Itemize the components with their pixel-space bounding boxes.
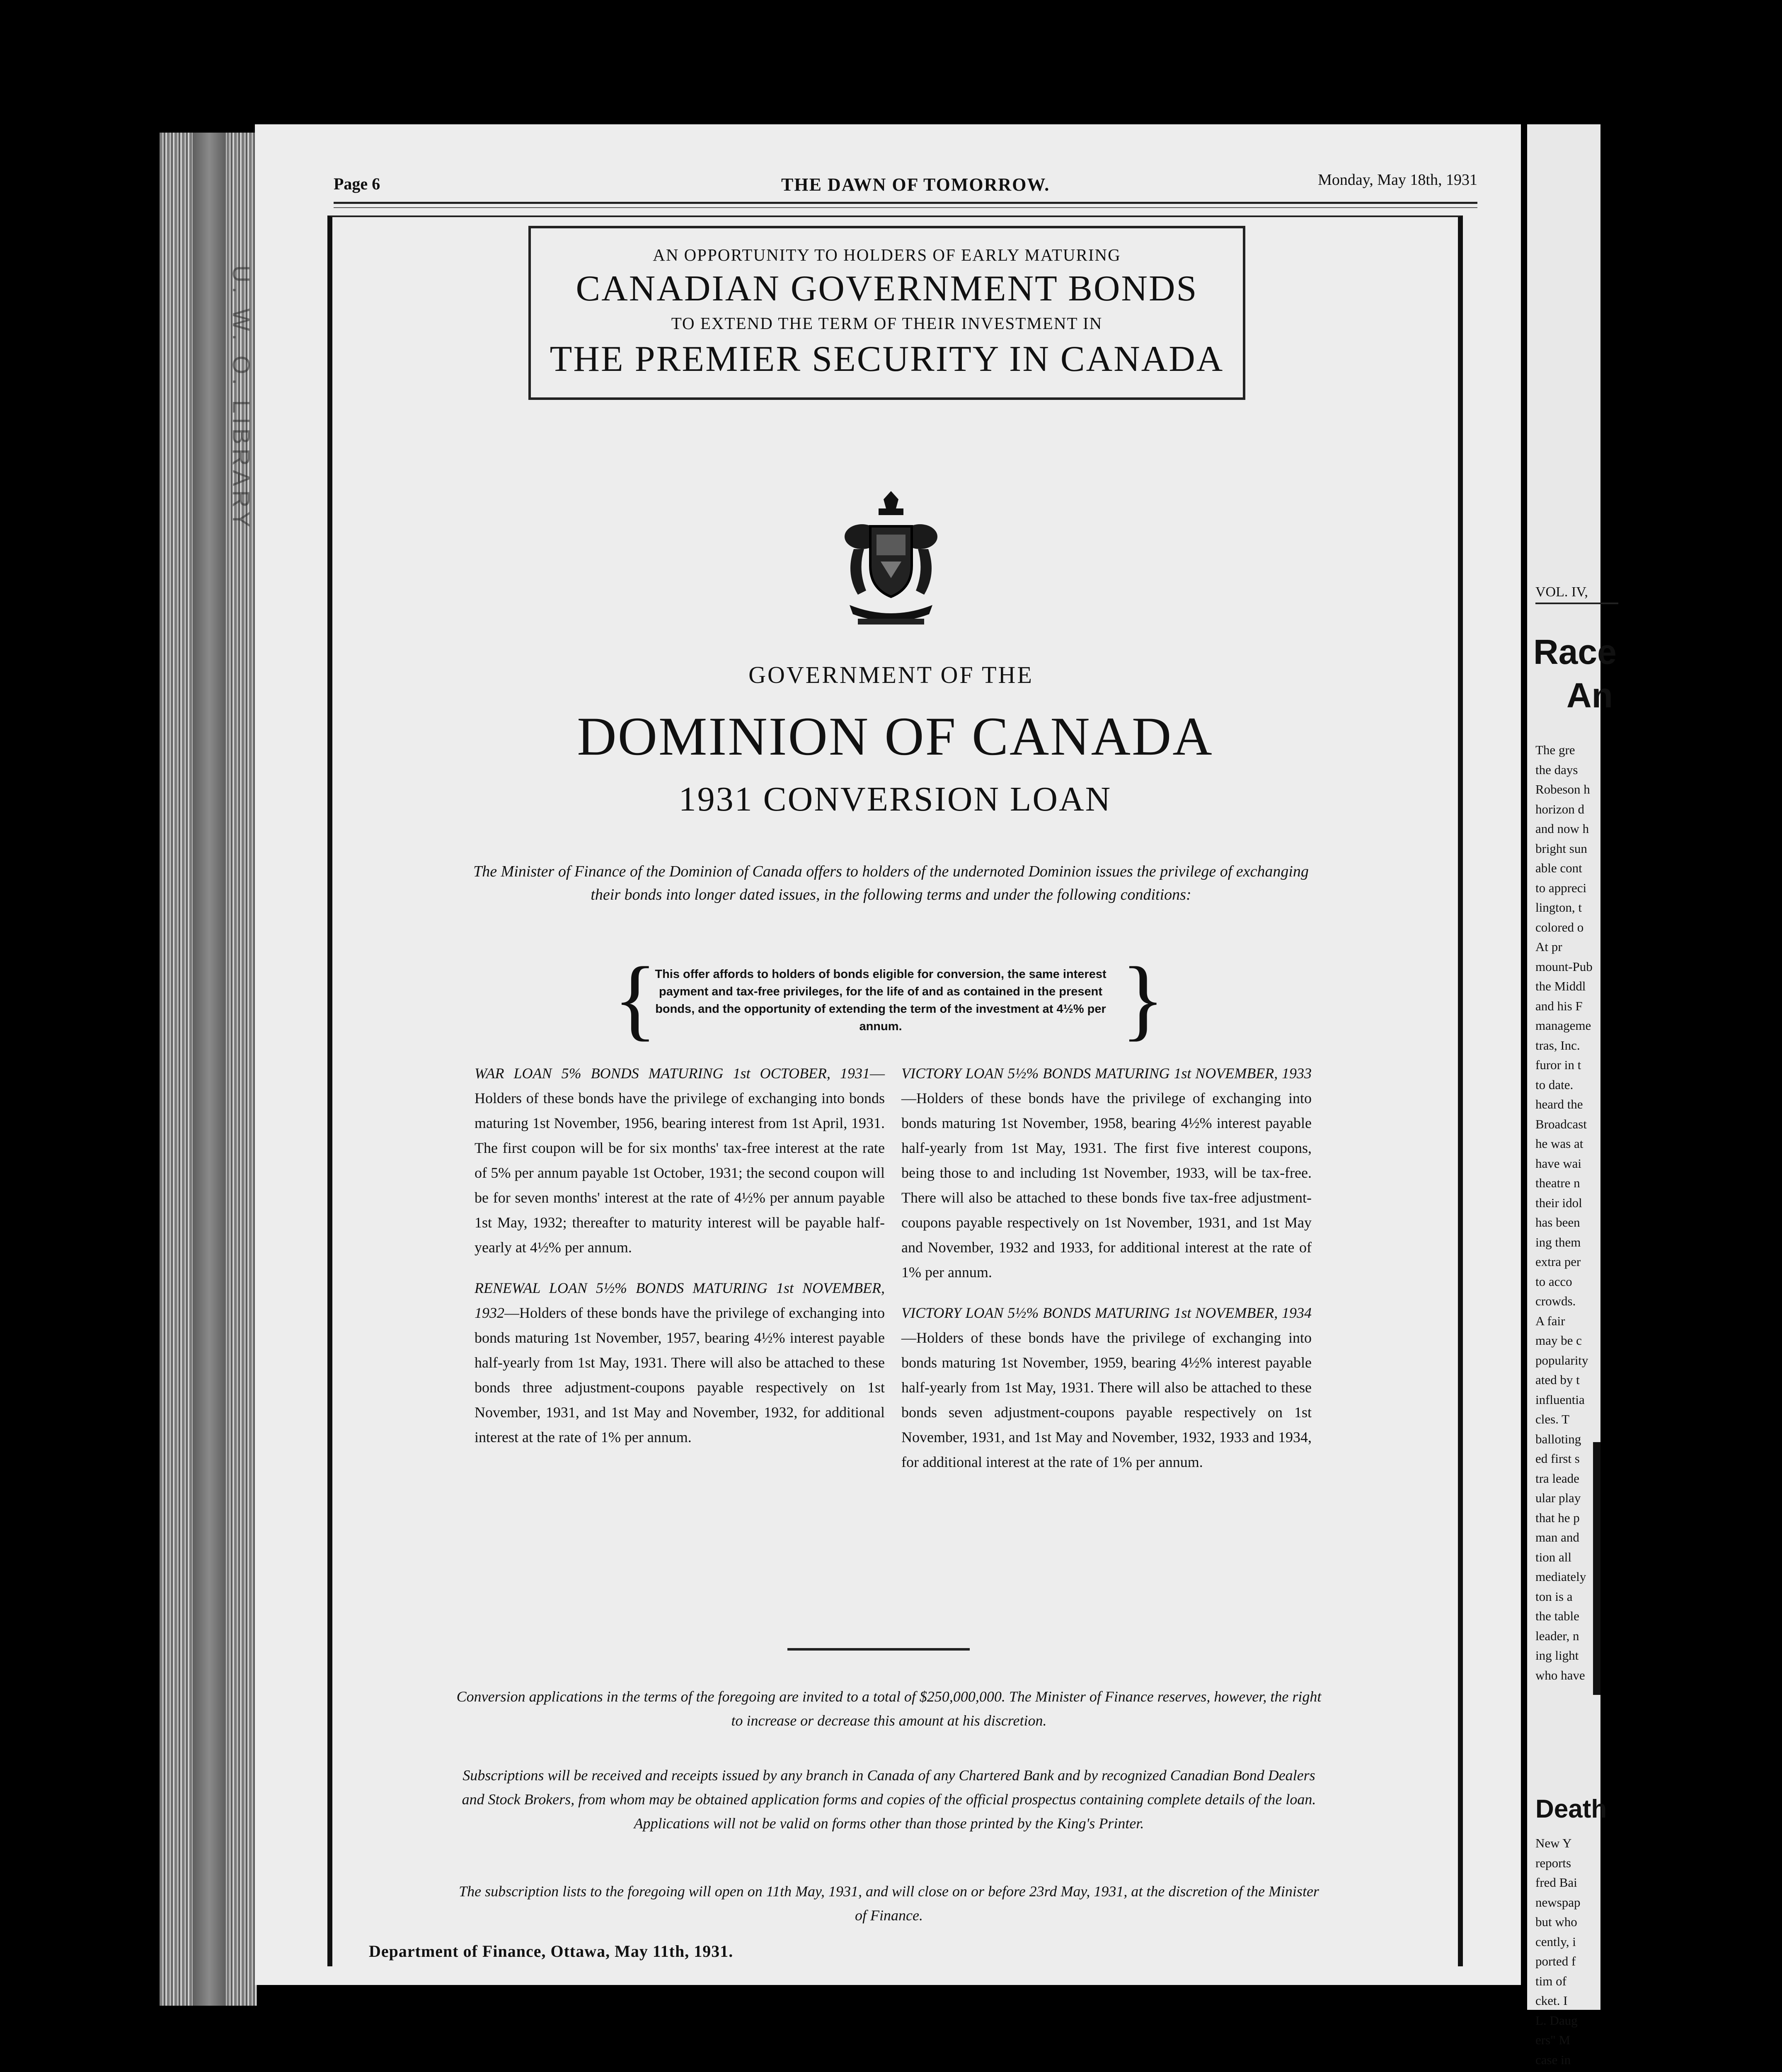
right-column (901, 1061, 1312, 1490)
adjacent-text-line: the Middl (1535, 979, 1586, 993)
adjacent-text-line: mount-Pub (1535, 959, 1593, 974)
adjacent-text-line: ing them (1535, 1234, 1581, 1249)
page-header (334, 171, 1477, 199)
adjacent-text-line: furor in t (1535, 1058, 1581, 1072)
adjacent-text-line: he was at (1535, 1136, 1583, 1151)
adjacent-text-line: the table (1535, 1609, 1579, 1623)
adjacent-text-line: manageme (1535, 1018, 1591, 1033)
victory-1933-label: VICTORY LOAN 5½% BONDS MATURING 1st NOVEMBER, 1933 (901, 1065, 1312, 1082)
victory-1934-paragraph (901, 1300, 1312, 1474)
renewal-loan-text: —Holders of these bonds have the privilege of exchanging into bonds maturing 1st November, 1957, bearing 4½% interest payable half-yearly from 1st May, 1931. There will also be attached to these bonds three adjustment-coupons payable respectively on 1st November, 1931, and 1st May and November, 1932, for additional interest at the rate of 1% per annum. (475, 1305, 885, 1445)
coat-of-arms-icon (837, 487, 945, 628)
victory-1934-label: VICTORY LOAN 5½% BONDS MATURING 1st NOVEMBER, 1934 (901, 1305, 1312, 1321)
adjacent-text-line: lington, t (1535, 900, 1582, 915)
adjacent-text-line: cket. I (1535, 1993, 1568, 2008)
adjacent-headline-3: Death (1535, 1795, 1607, 1823)
adjacent-text-line: and now h (1535, 821, 1589, 836)
footer-paragraph-1: Conversion applications in the terms of the foregoing are invited to a total of $250,000,000. The Minister of Finance reserves, however, the right to increase or decrease this amount at his discretion. (456, 1688, 1322, 1729)
right-brace: } (1121, 948, 1165, 1049)
header-rule (334, 202, 1477, 204)
adjacent-text-line: newspap (1535, 1895, 1581, 1910)
footer-paragraph-2: Subscriptions will be received and receipts issued by any branch in Canada of any Chartered Bank and by recognized Canadian Bond Dealers and Stock Brokers, from whom may be obtained application forms and copies of the official prospectus containing complete details of the loan. Applications will not be valid on forms other than those printed by the King's Printer. (462, 1767, 1316, 1832)
newspaper-title: THE DAWN OF TOMORROW. (781, 174, 1050, 195)
adjacent-text-line: reports (1535, 1855, 1571, 1870)
headline-line-4: THE PREMIER SECURITY IN CANADA (550, 339, 1224, 379)
left-column (475, 1061, 885, 1465)
adjacent-text-line: fred Bai (1535, 1875, 1577, 1890)
heading-dominion: DOMINION OF CANADA (577, 706, 1213, 767)
adjacent-text-line: tras, Inc. (1535, 1038, 1580, 1053)
adjacent-text-line: The gre (1535, 743, 1575, 757)
adjacent-text-line: man and (1535, 1530, 1579, 1544)
adjacent-text-line: ated by t (1535, 1372, 1580, 1387)
adjacent-text-line: ular play (1535, 1491, 1581, 1505)
volume-label: VOL. IV, (1535, 584, 1618, 604)
adjacent-text-line: At pr (1535, 939, 1562, 954)
adjacent-headline-1: Race (1533, 632, 1617, 671)
header-rule-thin (334, 207, 1477, 208)
adjacent-text-line: New Y (1535, 1836, 1572, 1850)
adjacent-text-line: influentia (1535, 1392, 1585, 1407)
library-stamp: U. W. O. LIBRARY (228, 265, 254, 532)
intro-paragraph: The Minister of Finance of the Dominion of Canada offers to holders of the undernoted Dominion issues the privilege of exchanging their bonds into longer dated issues, in the following terms and under the following conditions: (473, 863, 1309, 903)
adjacent-text-line: ed first s (1535, 1451, 1580, 1466)
war-loan-text: —Holders of these bonds have the privilege of exchanging into bonds maturing 1st November, 1956, bearing interest from 1st April, 1931. The first coupon will be for six months' tax-free interest at the rate of 5% per annum payable 1st October, 1931; the second coupon will be for seven months' interest at the rate of 4½% per annum payable 1st May, 1932; thereafter to maturity interest will be payable half-yearly at 4½% per annum. (475, 1065, 885, 1256)
adjacent-text-line: that he p (1535, 1510, 1580, 1525)
victory-1933-paragraph (901, 1061, 1312, 1285)
adjacent-text-line: extra per (1535, 1254, 1581, 1269)
adjacent-text-line: tion all (1535, 1549, 1571, 1564)
adjacent-text-line: bright sun (1535, 841, 1587, 856)
renewal-loan-paragraph (475, 1276, 885, 1450)
adjacent-text-line: colored o (1535, 920, 1584, 934)
adjacent-text-line: ers" M (1535, 2033, 1571, 2047)
adjacent-text-line: Broadcast (1535, 1116, 1587, 1131)
victory-1933-text: —Holders of these bonds have the privilege of exchanging into bonds maturing 1st November, 1958, bearing 4½% interest payable half-yearly from 1st May, 1931. The first five interest coupons, being those to and including 1st November, 1933, will be tax-free. There will also be attached to these bonds five tax-free adjustment-coupons payable respectively on 1st November, 1931, and 1st May and November, 1932 and 1933, for additional interest at the rate of 1% per annum. (901, 1090, 1312, 1280)
offer-box: This offer affords to holders of bonds eligible for conversion, the same interest payment and tax-free privileges, for the life of and as contained in the present bonds, and the opportunity of extending the term of the investment at 4½% per annum. (655, 968, 1106, 1033)
adjacent-text-line: theatre n (1535, 1176, 1580, 1190)
adjacent-text-line: Robeson h (1535, 782, 1590, 796)
adjacent-page (1527, 124, 1617, 2067)
adjacent-text-line: heard the (1535, 1097, 1583, 1111)
left-brace: { (613, 948, 657, 1049)
adjacent-text-line: L. Daug (1535, 2013, 1578, 2028)
adjacent-text-line: able cont (1535, 861, 1582, 875)
adjacent-text-line: the days (1535, 762, 1578, 777)
adjacent-text-line: has been (1535, 1215, 1580, 1230)
adjacent-text-line: to appreci (1535, 880, 1587, 895)
adjacent-text-line: cently, i (1535, 1934, 1576, 1949)
adjacent-text-line: cles. T (1535, 1412, 1570, 1426)
adjacent-text-line: popularity (1535, 1353, 1588, 1368)
adjacent-text-line: but who (1535, 1915, 1577, 1929)
adjacent-text-line: horizon d (1535, 801, 1584, 816)
adjacent-text-line: case in (1535, 2052, 1571, 2067)
heading-government: GOVERNMENT OF THE (748, 661, 1034, 688)
adjacent-text-line: balloting (1535, 1431, 1581, 1446)
adjacent-text-line: tra leade (1535, 1471, 1579, 1486)
adjacent-text-line: to acco (1535, 1274, 1572, 1289)
department-signature: Department of Finance, Ottawa, May 11th, 1931. (369, 1942, 734, 1961)
adjacent-text-line: to date. (1535, 1077, 1574, 1092)
renewal-loan-label: RENEWAL LOAN 5½% BONDS MATURING 1st NOVEMBER, 1932 (475, 1280, 885, 1321)
adjacent-text-line: ing light (1535, 1648, 1579, 1663)
adjacent-text-line: may be c (1535, 1333, 1582, 1348)
adjacent-text-line: who have (1535, 1668, 1585, 1682)
adjacent-text-line: have wai (1535, 1156, 1582, 1171)
headline-line-1: AN OPPORTUNITY TO HOLDERS OF EARLY MATURING (653, 245, 1121, 264)
adjacent-text-line: leader, n (1535, 1628, 1579, 1643)
heading-loan: 1931 CONVERSION LOAN (678, 780, 1112, 818)
adjacent-text-line: mediately (1535, 1569, 1586, 1584)
war-loan-paragraph (475, 1061, 885, 1260)
adjacent-text-line: ported f (1535, 1954, 1576, 1968)
adjacent-column-bar (1593, 1442, 1600, 1695)
adjacent-headline-2: An (1567, 676, 1613, 715)
war-loan-label: WAR LOAN 5% BONDS MATURING 1st OCTOBER, 1931 (475, 1065, 870, 1082)
adjacent-text-line: and his F (1535, 998, 1583, 1013)
adjacent-text-line: A fair (1535, 1313, 1565, 1328)
page-number: Page 6 (334, 174, 380, 193)
section-divider (787, 1648, 970, 1651)
footer-paragraph-3: The subscription lists to the foregoing will open on 11th May, 1931, and will close on or before 23rd May, 1931, at the discretion of the Minister of Finance. (459, 1883, 1319, 1924)
adjacent-text-line: crowds. (1535, 1294, 1576, 1308)
adjacent-text-line: tim of (1535, 1973, 1567, 1988)
issue-date: Monday, May 18th, 1931 (1318, 171, 1477, 189)
victory-1934-text: —Holders of these bonds have the privilege of exchanging into bonds maturing 1st November, 1959, bearing 4½% interest payable half-yearly from 1st May, 1931. There will also be attached to these bonds seven adjustment-coupons payable respectively on 1st November, 1931, and 1st May and November, 1932, 1933 and 1934, for additional interest at the rate of 1% per annum. (901, 1329, 1312, 1470)
adjacent-text-line: their idol (1535, 1195, 1582, 1210)
headline-box (528, 226, 1245, 400)
adjacent-text-line: ton is a (1535, 1589, 1573, 1604)
headline-line-3: TO EXTEND THE TERM OF THEIR INVESTMENT IN (671, 314, 1103, 333)
headline-line-2: CANADIAN GOVERNMENT BONDS (576, 269, 1198, 309)
